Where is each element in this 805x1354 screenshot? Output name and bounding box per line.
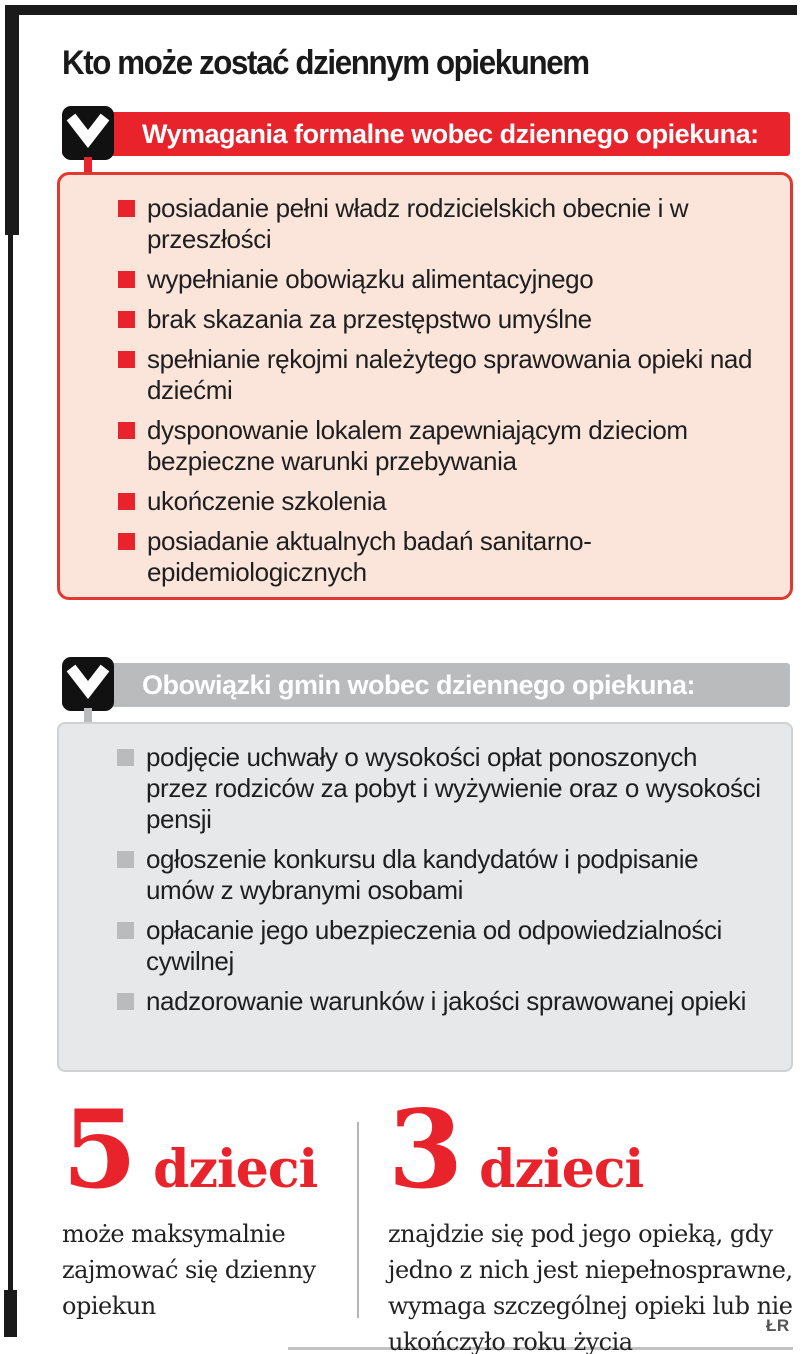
list-item bbox=[118, 415, 762, 477]
bullet-square-icon bbox=[117, 749, 134, 766]
left-corner-bar bbox=[5, 5, 19, 235]
header-box-connector bbox=[84, 157, 92, 173]
requirements-list bbox=[60, 175, 790, 588]
list-item-text: wypełnianie obowiązku alimentacyjnego bbox=[147, 264, 594, 294]
list-item-text: ogłoszenie konkursu dla kandydatów i podpisanie umów z wybranymi osobami bbox=[146, 844, 699, 905]
list-item bbox=[117, 915, 763, 977]
stat-headline bbox=[62, 1087, 354, 1213]
list-item-text: ukończenie szkolenia bbox=[147, 486, 387, 516]
duties-list bbox=[59, 724, 791, 1017]
stat-headline bbox=[388, 1087, 800, 1213]
stat-description: znajdzie się pod jego opieką, gdy jedno z nich jest niepełnosprawne, wymaga szczególnej opieki lub nie ukończyło roku życia bbox=[388, 1220, 793, 1354]
requirements-box bbox=[57, 172, 793, 600]
list-item bbox=[118, 526, 762, 588]
bullet-square-icon bbox=[118, 422, 135, 439]
stat-description: może maksymalnie zajmować się dzienny opiekun bbox=[62, 1220, 316, 1320]
list-item-text: brak skazania za przestępstwo umyślne bbox=[147, 304, 592, 334]
bullet-square-icon bbox=[118, 271, 135, 288]
left-frame-rule bbox=[8, 235, 13, 1292]
list-item bbox=[117, 844, 763, 906]
chevron-down-icon bbox=[62, 106, 114, 160]
duties-box bbox=[57, 722, 793, 1072]
list-item bbox=[118, 486, 762, 517]
chevron-down-icon bbox=[62, 657, 114, 711]
bullet-square-icon bbox=[118, 533, 135, 550]
bullet-square-icon bbox=[117, 993, 134, 1010]
list-item-text: dysponowanie lokalem zapewniającym dzieciom bezpieczne warunki przebywania bbox=[147, 415, 688, 476]
bullet-square-icon bbox=[118, 493, 135, 510]
list-item-text: posiadanie aktualnych badań sanitarno-epidemiologicznych bbox=[147, 526, 592, 587]
list-item-text: spełnianie rękojmi należytego sprawowania opieki nad dziećmi bbox=[147, 344, 753, 405]
section-header-requirements bbox=[62, 112, 790, 156]
list-item-text: opłacanie jego ubezpieczenia od odpowiedzialności cywilnej bbox=[146, 915, 722, 976]
list-item bbox=[117, 742, 763, 835]
section-header-label: Obowiązki gmin wobec dziennego opiekuna: bbox=[142, 670, 696, 700]
left-frame-end-bar bbox=[4, 1290, 17, 1337]
list-item-text: posiadanie pełni władz rodzicielskich obecnie i w przeszłości bbox=[147, 193, 689, 254]
stat-three-children bbox=[388, 1087, 800, 1354]
list-item bbox=[118, 304, 762, 335]
bullet-square-icon bbox=[118, 311, 135, 328]
header-box-connector bbox=[84, 708, 92, 723]
list-item bbox=[118, 193, 762, 255]
stat-unit: dzieci bbox=[153, 1139, 318, 1200]
page-title: Kto może zostać dziennym opiekunem bbox=[62, 44, 589, 82]
list-item bbox=[118, 344, 762, 406]
bullet-square-icon bbox=[118, 200, 135, 217]
bullet-square-icon bbox=[117, 851, 134, 868]
stat-number: 5 bbox=[62, 1087, 136, 1213]
stat-five-children bbox=[62, 1087, 354, 1324]
author-credit: ŁR bbox=[766, 1316, 790, 1335]
bullet-square-icon bbox=[118, 351, 135, 368]
stats-divider bbox=[357, 1122, 359, 1318]
stat-number: 3 bbox=[388, 1087, 462, 1213]
section-header-duties bbox=[62, 663, 790, 707]
section-header-label: Wymagania formalne wobec dziennego opiekuna: bbox=[142, 119, 759, 149]
top-frame-rule bbox=[19, 5, 797, 15]
bullet-square-icon bbox=[117, 922, 134, 939]
list-item bbox=[117, 986, 763, 1017]
list-item-text: nadzorowanie warunków i jakości sprawowanej opieki bbox=[146, 986, 746, 1016]
list-item bbox=[118, 264, 762, 295]
stat-unit: dzieci bbox=[479, 1139, 644, 1200]
list-item-text: podjęcie uchwały o wysokości opłat ponoszonych przez rodziców za pobyt i wyżywienie oraz o wysokości pensji bbox=[146, 742, 761, 834]
